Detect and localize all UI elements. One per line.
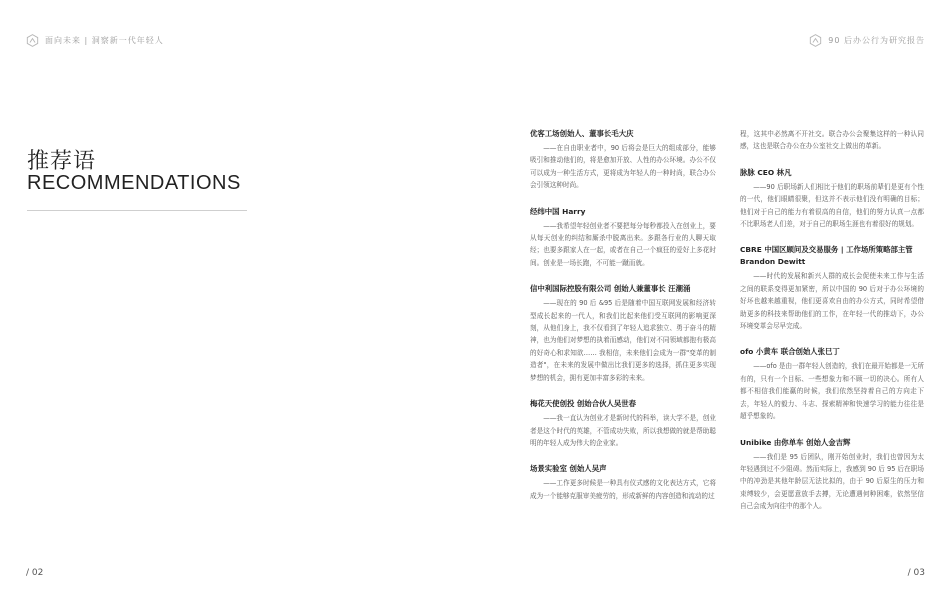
recommendation-entry (530, 463, 716, 502)
recommender-name: 优客工场创始人、董事长毛大庆 (530, 129, 634, 138)
hexagon-logo-icon (26, 34, 39, 47)
page-number-left: / 02 (26, 568, 44, 578)
recommendation-text: ——时代的发展和新兴人群的成长会促使未来工作与生活之间的联系变得更加紧密，所以中国的 90 后对于办公环境的好坏也越来越重视，他们更喜欢自由的办公方式，同时希望借助更多的科技来帮助他们的工作，在年轻一代的推动下，办公环境变革会尽早完成。 (740, 272, 924, 331)
page-number-right: / 03 (907, 568, 925, 578)
recommender-name: ofo 小黄车 联合创始人张巳丁 (740, 347, 840, 357)
header-right-text: 90 后办公行为研究报告 (828, 36, 925, 45)
recommendation-text: ——我希望年轻创业者不要把每分每秒都投入在创业上，要从每天创业的纠结和厮杀中脱离出来。多跟各行业的人聊天取经；也要多跟家人在一起，或者在自己一个疯狂的爱好上多花时间。创业是一场长跑，不可能一蹴而就。 (530, 221, 716, 267)
page-title-cn: 推荐语 (27, 149, 97, 174)
recommendation-entry (740, 167, 924, 231)
recommendation-text: ——我们是 95 后团队，刚开始创业时，我们也曾因为太年轻遇到过不少阻碍。然而实际上，我感到 90 后 95 后在职场中的冲劲是其他年龄层无法比拟的，由于 90 后原生的压力和束缚较少，会更愿意放手去搏，无论遭遇何种困难，依然坚信自己会成为向往中的那个人。 (740, 452, 924, 511)
recommendation-text: ——工作更多时候是一种具有仪式感的文化表达方式，它将成为一个能够克服审美疲劳的，形成新鲜的内容创造和流动的过 (530, 479, 716, 500)
recommender-name: 信中利国际控股有限公司 创始人兼董事长 汪潮涌 (530, 284, 691, 294)
header-left-text: 面向未来 | 洞察新一代年轻人 (45, 36, 164, 45)
recommendation-entry (530, 128, 716, 192)
recommendation-entry (530, 283, 716, 384)
recommendation-entry (740, 244, 924, 332)
recommendation-text: ——现在的 90 后 &95 后是随着中国互联网发展和经济转型成长起来的一代人，和我们比起来他们受互联网的影响更深刻，从他们身上，我不仅看到了年轻人追求独立、勇于奋斗的精神，也为他们对梦想的执着而感动，他们对不同领域都抱有极高的好奇心和求知欲…… 我相信，未来他们会成为一群"变革的制造者"，在未来的发展中做出比我们更多的选择，抓住更多实现梦想的机会，拥有更加丰富多彩的未来。 (530, 299, 716, 382)
recommendation-text: ——90 后职场新人们相比于他们的职场前辈们是更有个性的一代，他们眼睛很聚，但这并不表示他们没有明确的目标；他们对于自己的能力有着很高的自信，他们的努力认真一点都不比职场老人们差，对于自己的职场生涯也有着很好的规划。 (740, 182, 924, 229)
recommendation-entry (530, 206, 716, 270)
left-page (0, 0, 475, 600)
page-title-en: RECOMMENDATIONS (27, 172, 241, 194)
header-right (809, 34, 925, 47)
recommendation-entry (740, 346, 924, 422)
recommendation-text: ——我一直认为创业才是新时代的科举，读大学不是，创业者是这个时代的英雄，不管成功失败，所以我想做的就是帮助聪明的年轻人成为伟大的企业家。 (530, 414, 716, 447)
recommendation-continuation (740, 128, 924, 153)
hexagon-logo-icon (809, 34, 822, 47)
recommendation-text: ——ofo 是由一群年轻人创造的，我们在最开始都是一无所有的，只有一个目标、一些想象力和不顾一切的决心。所有人都不相信我们能赢的时候，我们依然坚持着自己的方向走下去，年轻人的毅力、斗志、探索精神和快速学习的能力往往是超乎想象的。 (740, 362, 924, 421)
header-left (26, 34, 164, 47)
recommendation-entry (530, 398, 716, 449)
recommender-name: 场景实验室 创始人吴声 (530, 464, 607, 474)
recommendation-entry (740, 437, 924, 513)
recommender-name: 梅花天使创投 创始合伙人吴世春 (530, 399, 637, 409)
recommender-name: 脉脉 CEO 林凡 (740, 167, 792, 177)
recommendations-column-a (530, 128, 716, 516)
recommendations-column-b (740, 128, 924, 527)
title-divider (27, 210, 247, 211)
recommendation-text: 程，这其中必然离不开社交。联合办公会聚集这样的一种认同感，这也是联合办公在办公室社交上做出的革新。 (740, 130, 924, 151)
recommender-name: 经纬中国 Harry (530, 206, 586, 216)
recommender-name: Unibike 由你单车 创始人金吉辉 (740, 437, 851, 447)
recommendation-text: ——在自由职业者中，90 后将会是巨大的组成部分，能够吸引和推动他们的，将是愈加开放、人性的办公环境。办公不仅可以成为一种生活方式，更将成为年轻人的一种时尚，联合办公会引领这种时尚。 (530, 144, 716, 190)
recommender-name: CBRE 中国区顾问及交易服务 | 工作场所策略部主管 Brandon Dewitt (740, 245, 913, 267)
